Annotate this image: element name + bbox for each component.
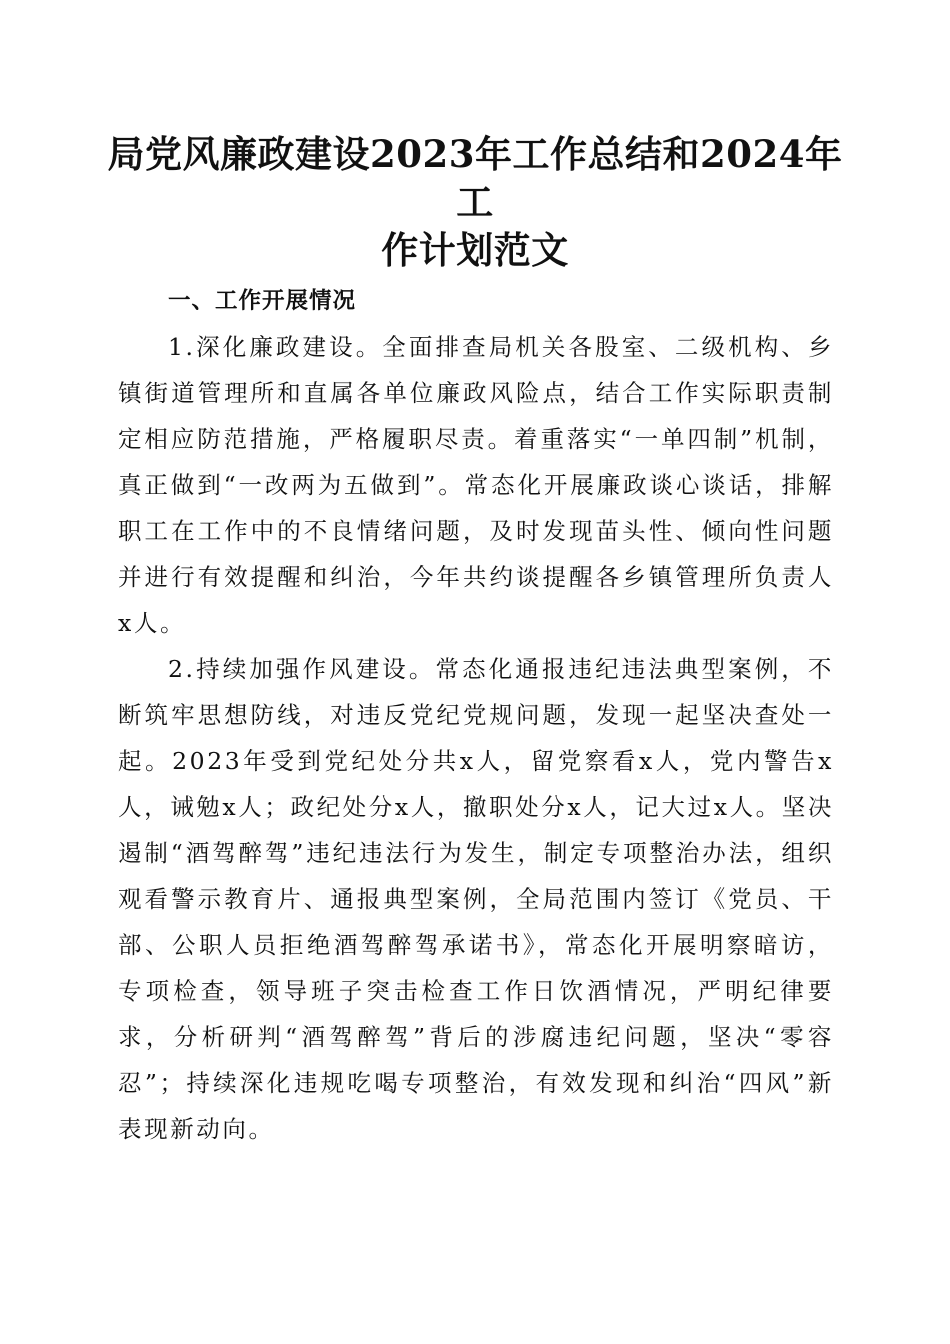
document-body xyxy=(118,278,834,1152)
paragraph-1: 1.深化廉政建设。全面排查局机关各股室、二级机构、乡镇街道管理所和直属各单位廉政风险点，结合工作实际职责制定相应防范措施，严格履职尽责。着重落实“一单四制”机制，真正做到“一改两为五做到”。常态化开展廉政谈心谈话，排解职工在工作中的不良情绪问题，及时发现苗头性、倾向性问题并进行有效提醒和纠治，今年共约谈提醒各乡镇管理所负责人x人。 xyxy=(118,333,834,637)
document-title xyxy=(100,130,850,274)
paragraph-2: 2.持续加强作风建设。常态化通报违纪违法典型案例，不断筑牢思想防线，对违反党纪党规问题，发现一起坚决查处一起。2023年受到党纪处分共x人，留党察看x人，党内警告x人，诫勉x人；政纪处分x人，撤职处分x人，记大过x人。坚决遏制“酒驾醉驾”违纪违法行为发生，制定专项整治办法，组织观看警示教育片、通报典型案例，全局范围内签订《党员、干部、公职人员拒绝酒驾醉驾承诺书》，常态化开展明察暗访，专项检查，领导班子突击检查工作日饮酒情况，严明纪律要求，分析研判“酒驾醉驾”背后的涉腐违纪问题，坚决“零容忍”；持续深化违规吃喝专项整治，有效发现和纠治“四风”新表现新动向。 xyxy=(118,655,834,1143)
title-line-2: 作计划范文 xyxy=(381,228,569,272)
section-heading: 一、工作开展情况 xyxy=(168,288,357,314)
title-line-1: 局党风廉政建设2023年工作总结和2024年工 xyxy=(107,132,843,224)
